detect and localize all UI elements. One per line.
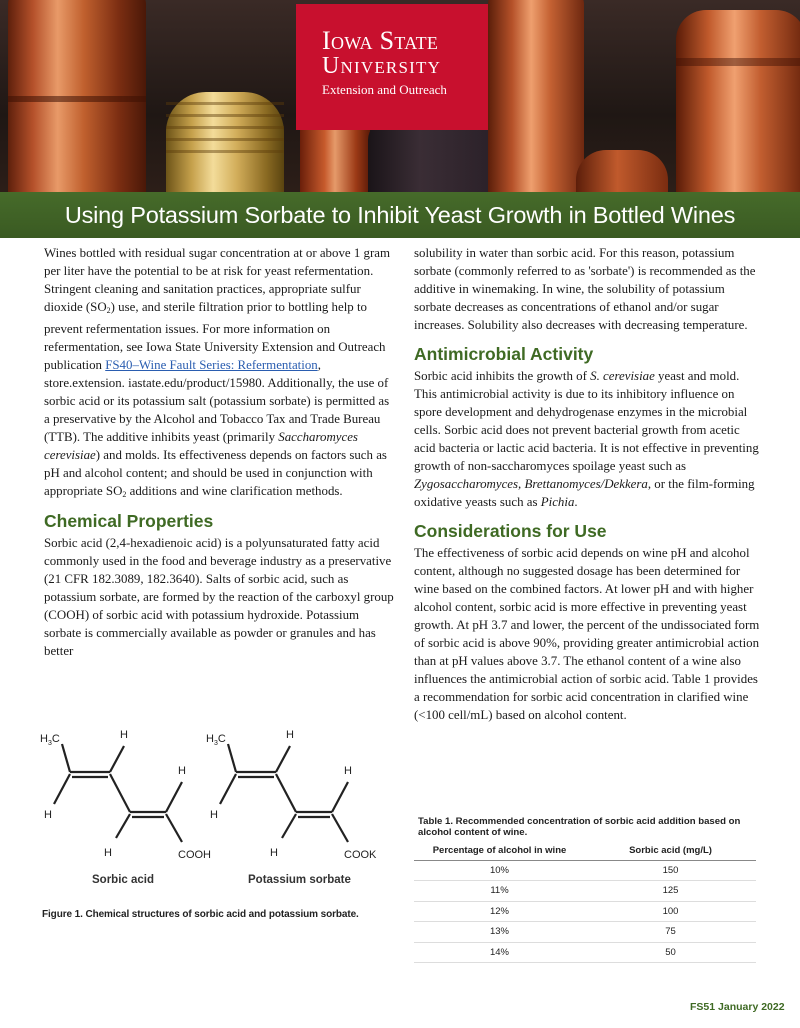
table-cell: 150: [585, 860, 756, 881]
atom-label-h: H: [44, 809, 52, 821]
label-sorbic-acid: Sorbic acid: [92, 874, 154, 886]
table-cell: 12%: [414, 901, 585, 922]
bottle-image: [166, 92, 284, 192]
page-title: Using Potassium Sorbate to Inhibit Yeast Growth in Bottled Wines: [0, 192, 800, 238]
atom-label-cook: COOK: [344, 849, 377, 861]
logo-line-2: University: [322, 53, 442, 79]
intro-paragraph: Wines bottled with residual sugar concentration at or above 1 gram per liter have the potential to be at risk for yeast refermentation. Stringent cleaning and sanitation practices, appropriate sulfur dioxide $(SO_2)$ use, and sterile filtration prior to bottling help to prevent refermentation issues. For more information on refermentation, see Iowa State University Extension and Outreach publication FS40–Wine Fault Series: Refermentation, store.extension. iastate.edu/product/15980. Additionally, the use of sorbic acid or its potassium salt (potassium sorbate) is permitted as a preservative by the Alcohol and Tobacco Tax and Trade Bureau (TTB). The additive inhibits yeast (primarily Saccharomyces cerevisiae) and molds. Its effectiveness depends on factors such as pH and alcohol content; and should be used in conjunction with appropriate $SO_2$ additions and wine clarification methods.: [44, 246, 390, 499]
right-column: [414, 244, 764, 724]
atom-label-h3c: $H_3C$: [40, 733, 60, 747]
bottle-image: [576, 150, 668, 192]
bottle-ring: [676, 58, 800, 66]
bottle-ring: [8, 96, 146, 102]
table-cell: 10%: [414, 860, 585, 881]
solubility-paragraph: solubility in water than sorbic acid. For this reason, potassium sorbate (commonly referred to as 'sorbate') is recommended as the additive in winemaking. In wine, the solubility of potassium sorbate decreases as concentrations of ethanol and/or sugar increases. Solubility also decreases with decreasing temperature.: [414, 246, 756, 332]
logo-line-3: Extension and Outreach: [322, 82, 447, 97]
atom-label-h: H: [178, 765, 186, 777]
table-row: [414, 942, 756, 963]
sorbic-acid-table: [414, 842, 756, 963]
atom-label-h: H: [270, 847, 278, 859]
atom-label-h3c: $H_3C$: [206, 733, 226, 747]
atom-label-h: H: [104, 847, 112, 859]
section-heading-chemical: Chemical Properties: [44, 511, 214, 531]
column-header: Percentage of alcohol in wine: [414, 842, 585, 860]
left-column: [44, 244, 394, 660]
antimicrobial-paragraph: Sorbic acid inhibits the growth of S. cerevisiae yeast and mold. This antimicrobial activity is due to its inhibitory influence on spore development and dehydrogenase enzymes in the microbial cells. Sorbic acid does not prevent bacterial growth from acetic acid bacteria or lactic acid bacteria. It is not effective in preventing growth of non-saccharomyces spoilage yeast such as Zygosaccharomyces, Brettanomyces/Dekkera, or the film-forming oxidative yeasts such as Pichia.: [414, 369, 759, 509]
chemical-paragraph: Sorbic acid (2,4-hexadienoic acid) is a polyunsaturated fatty acid commonly used in the food and beverage industry as a preservative (21 CFR 182.3089, 182.3640). Salts of sorbic acid, such as potassium sorbate, are formed by the reaction of the carboxyl group (COOH) of sorbic acid with potassium hydroxide. Potassium sorbate is commercially available as powder or granules and has better: [44, 536, 394, 658]
table-row: [414, 881, 756, 902]
table-cell: 11%: [414, 881, 585, 902]
table-caption: Table 1. Recommended concentration of sorbic acid addition based on alcohol content of wine.: [418, 816, 741, 838]
atom-label-cooh: COOH: [178, 849, 211, 861]
header-photo: [0, 0, 800, 192]
column-header: Sorbic acid (mg/L): [585, 842, 756, 860]
table-header-row: [414, 842, 756, 860]
publication-footer: FS51 January 2022: [690, 1001, 785, 1013]
table-cell: 75: [585, 922, 756, 943]
atom-label-h: H: [286, 729, 294, 741]
figure-caption: Figure 1. Chemical structures of sorbic acid and potassium sorbate.: [42, 909, 359, 920]
bottle-image: [368, 120, 498, 192]
table-row: [414, 922, 756, 943]
chemical-structure-figure: [40, 722, 400, 900]
section-heading-antimicrobial: Antimicrobial Activity: [414, 344, 594, 364]
table-cell: 14%: [414, 942, 585, 963]
table-cell: 100: [585, 901, 756, 922]
atom-label-h: H: [120, 729, 128, 741]
considerations-paragraph: The effectiveness of sorbic acid depends on wine pH and alcohol content, although no suggested dosage has been determined for wine based on the combined factors. At lower pH and with higher alcohol content, sorbic acid is more effective in preventing yeast growth. At pH 3.7 and lower, the percent of the undissociated form of sorbic acid is above 90%, providing greater antimicrobial action than at pH values above 3.7. The ethanol content of a wine also influences the antimicrobial action of sorbic acid. Table 1 provides a recommendation for sorbic acid concentration in clarified wine (<100 cell/mL) based on alcohol content.: [414, 546, 760, 722]
table-cell: 125: [585, 881, 756, 902]
isu-logo[interactable]: [296, 4, 488, 130]
bottle-image: [488, 0, 584, 192]
atom-label-h: H: [210, 809, 218, 821]
atom-label-h: H: [344, 765, 352, 777]
table-row: [414, 860, 756, 881]
table-cell: 50: [585, 942, 756, 963]
logo-line-1: Iowa State: [322, 26, 439, 55]
refermentation-link[interactable]: FS40–Wine Fault Series: Refermentation: [105, 358, 318, 372]
bottle-image: [676, 10, 800, 192]
table-cell: 13%: [414, 922, 585, 943]
label-potassium-sorbate: Potassium sorbate: [248, 874, 351, 886]
section-heading-considerations: Considerations for Use: [414, 521, 607, 541]
table-row: [414, 901, 756, 922]
